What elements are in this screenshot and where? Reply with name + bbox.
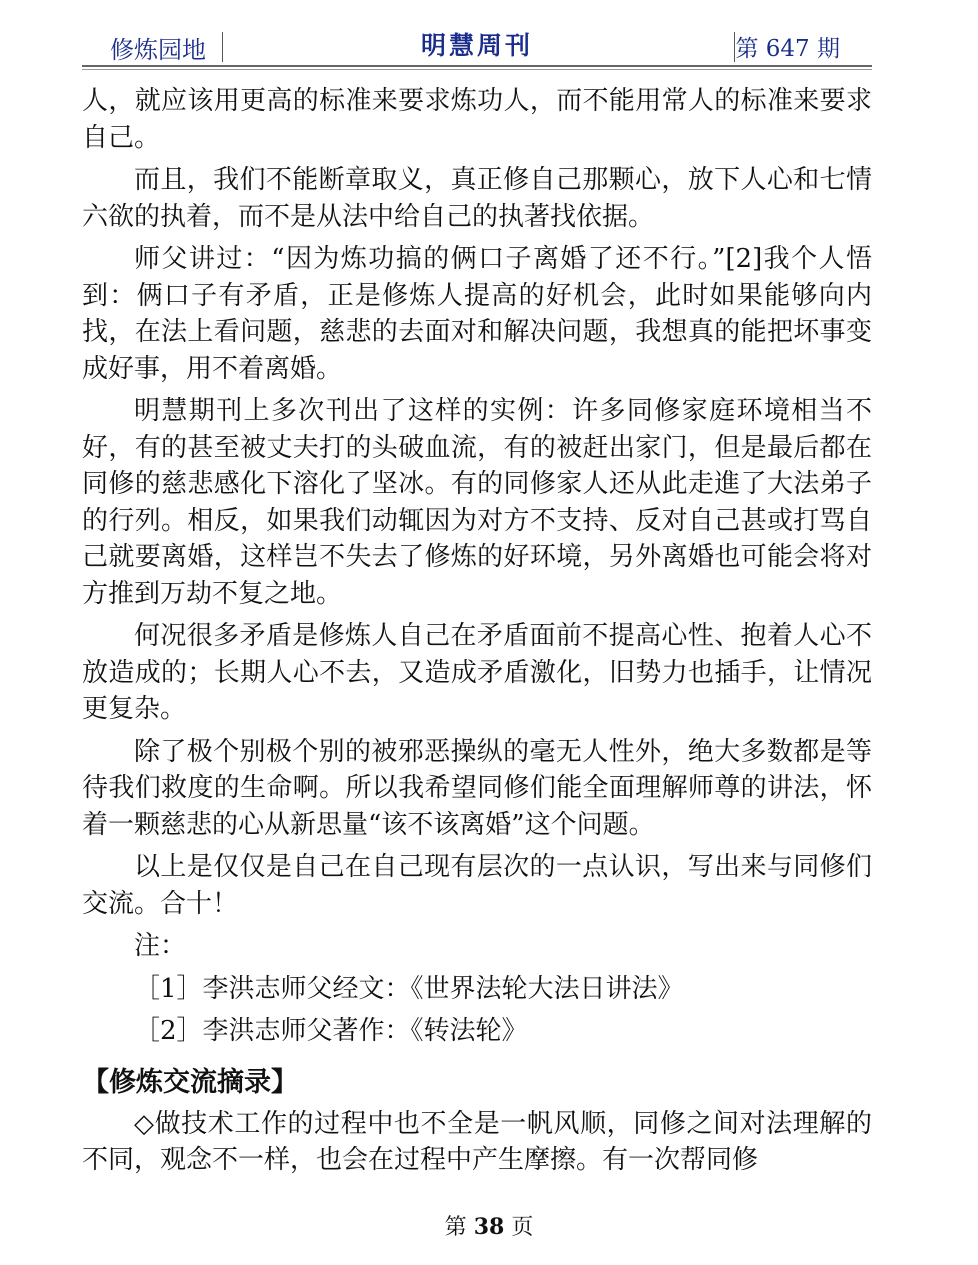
header-rule xyxy=(82,65,872,67)
paragraph-2: 而且，我们不能断章取义，真正修自己那颗心，放下人心和七情六欲的执着，而不是从法中给自己的执著找依据。 xyxy=(82,165,872,232)
notes-label: 注： xyxy=(134,931,187,961)
page-suffix: 页 xyxy=(511,1215,534,1240)
excerpt-paragraph: ◇做技术工作的过程中也不全是一帆风顺，同修之间对法理解的不同，观念不一样，也会在过程中产生摩擦。有一次帮同修 xyxy=(82,1108,872,1175)
paragraph-1: 人，就应该用更高的标准来要求炼功人，而不能用常人的标准来要求自己。 xyxy=(82,86,872,153)
issue-number: 第 647 期 xyxy=(735,36,840,62)
page-footer xyxy=(0,1210,978,1241)
header-rule-thin xyxy=(82,69,872,70)
paragraph-5: 何况很多矛盾是修炼人自己在矛盾面前不提高心性、抱着人心不放造成的；长期人心不去，又造成矛盾激化，旧势力也插手，让情况更复杂。 xyxy=(82,621,872,724)
section-name: 修炼园地 xyxy=(110,36,206,64)
paragraph-7: 以上是仅仅是自己在自己现有层次的一点认识，写出来与同修们交流。合十！ xyxy=(82,852,872,919)
note-2: ［2］李洪志师父著作：《转法轮》 xyxy=(134,1016,528,1046)
paragraph-4: 明慧期刊上多次刊出了这样的实例：许多同修家庭环境相当不好，有的甚至被丈夫打的头破血流，有的被赶出家门，但是最后都在同修的慈悲感化下溶化了坚冰。有的同修家人还从此走進了大法弟子的行列。相反，如果我们动辄因为对方不支持、反对自己甚或打骂自己就要离婚，这样岂不失去了修炼的好环境，另外离婚也可能会将对方推到万劫不复之地。 xyxy=(82,396,872,609)
page-header xyxy=(82,22,872,66)
note-1: ［1］李洪志师父经文：《世界法轮大法日讲法》 xyxy=(134,973,684,1004)
paragraph-6: 除了极个别极个别的被邪恶操纵的毫无人性外，绝大多数都是等待我们救度的生命啊。所以我希望同修们能全面理解师尊的讲法，怀着一颗慈悲的心从新思量“该不该离婚”这个问题。 xyxy=(82,736,872,840)
article-body xyxy=(82,83,872,1185)
journal-title: 明慧周刊 xyxy=(420,31,533,60)
paragraph-3: 师父讲过：“因为炼功搞的俩口子离婚了还不行。”[2]我个人悟到：俩口子有矛盾，正是修炼人提高的好机会，此时如果能够向内找，在法上看问题，慈悲的去面对和解决问题，我想真的能把坏事变成好事，用不着离婚。 xyxy=(82,244,872,384)
page-number: 38 xyxy=(473,1214,505,1240)
page-prefix: 第 xyxy=(444,1215,467,1240)
section-heading: 【修炼交流摘录】 xyxy=(82,1066,298,1098)
